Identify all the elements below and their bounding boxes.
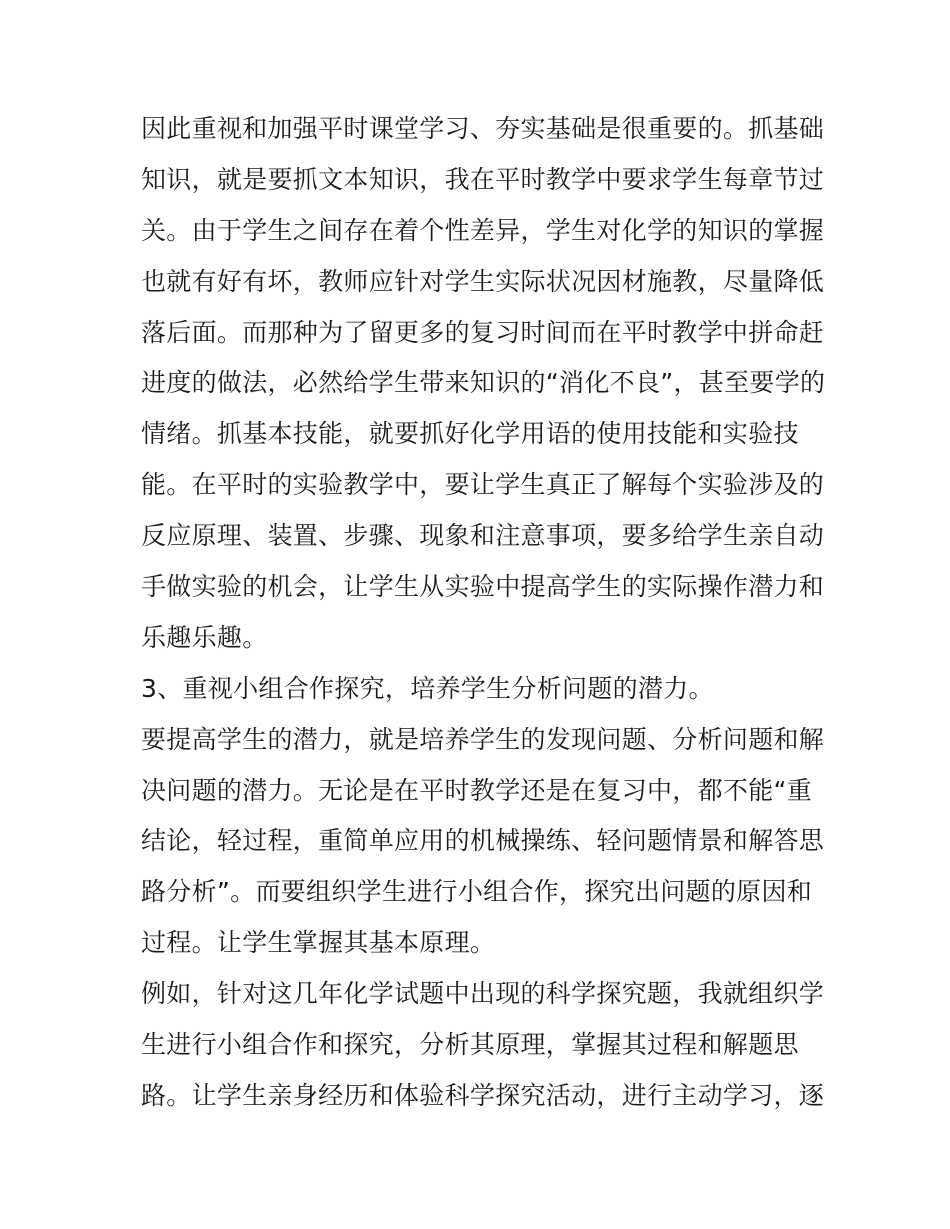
text-line: 也就有好有坏，教师应针对学生实际状况因材施教，尽量降低 bbox=[141, 266, 825, 296]
text-line: 关。由于学生之间存在着个性差异，学生对化学的知识的掌握 bbox=[141, 215, 825, 245]
text-line: 因此重视和加强平时课堂学习、夯实基础是很重要的。抓基础 bbox=[141, 114, 825, 143]
text-line: 过程。让学生掌握其基本原理。 bbox=[141, 928, 496, 958]
text-line: 路。让学生亲身经历和体验科学探究活动，进行主动学习，逐 bbox=[141, 1080, 825, 1110]
body-text bbox=[141, 104, 826, 1122]
text-line: 反应原理、装置、步骤、现象和注意事项，要多给学生亲自动 bbox=[141, 521, 825, 551]
text-line: 能。在平时的实验教学中，要让学生真正了解每个实验涉及的 bbox=[141, 470, 825, 500]
text-line: 进度的做法，必然给学生带来知识的“消化不良”，甚至要学的 bbox=[141, 368, 826, 398]
text-line: 落后面。而那种为了留更多的复习时间而在平时教学中拼命赶 bbox=[141, 317, 825, 347]
text-line: 结论，轻过程，重简单应用的机械操练、轻问题情景和解答思 bbox=[141, 826, 825, 856]
section-heading: 3、重视小组合作探究，培养学生分析问题的潜力。 bbox=[141, 673, 714, 703]
text-line: 知识，就是要抓文本知识，我在平时教学中要求学生每章节过 bbox=[141, 164, 825, 194]
text-line: 情绪。抓基本技能，就要抓好化学用语的使用技能和实验技 bbox=[141, 419, 799, 449]
text-line: 路分析”。而要组织学生进行小组合作，探究出问题的原因和 bbox=[141, 877, 813, 907]
text-line: 例如，针对这几年化学试题中出现的科学探究题，我就组织学 bbox=[141, 979, 825, 1009]
text-line: 生进行小组合作和探究，分析其原理，掌握其过程和解题思 bbox=[141, 1030, 799, 1060]
text-line: 决问题的潜力。无论是在平时教学还是在复习中，都不能“重 bbox=[141, 775, 813, 805]
text-line: 要提高学生的潜力，就是培养学生的发现问题、分析问题和解 bbox=[141, 724, 825, 754]
text-line: 手做实验的机会，让学生从实验中提高学生的实际操作潜力和 bbox=[141, 572, 825, 602]
text-line: 乐趣乐趣。 bbox=[141, 622, 268, 652]
